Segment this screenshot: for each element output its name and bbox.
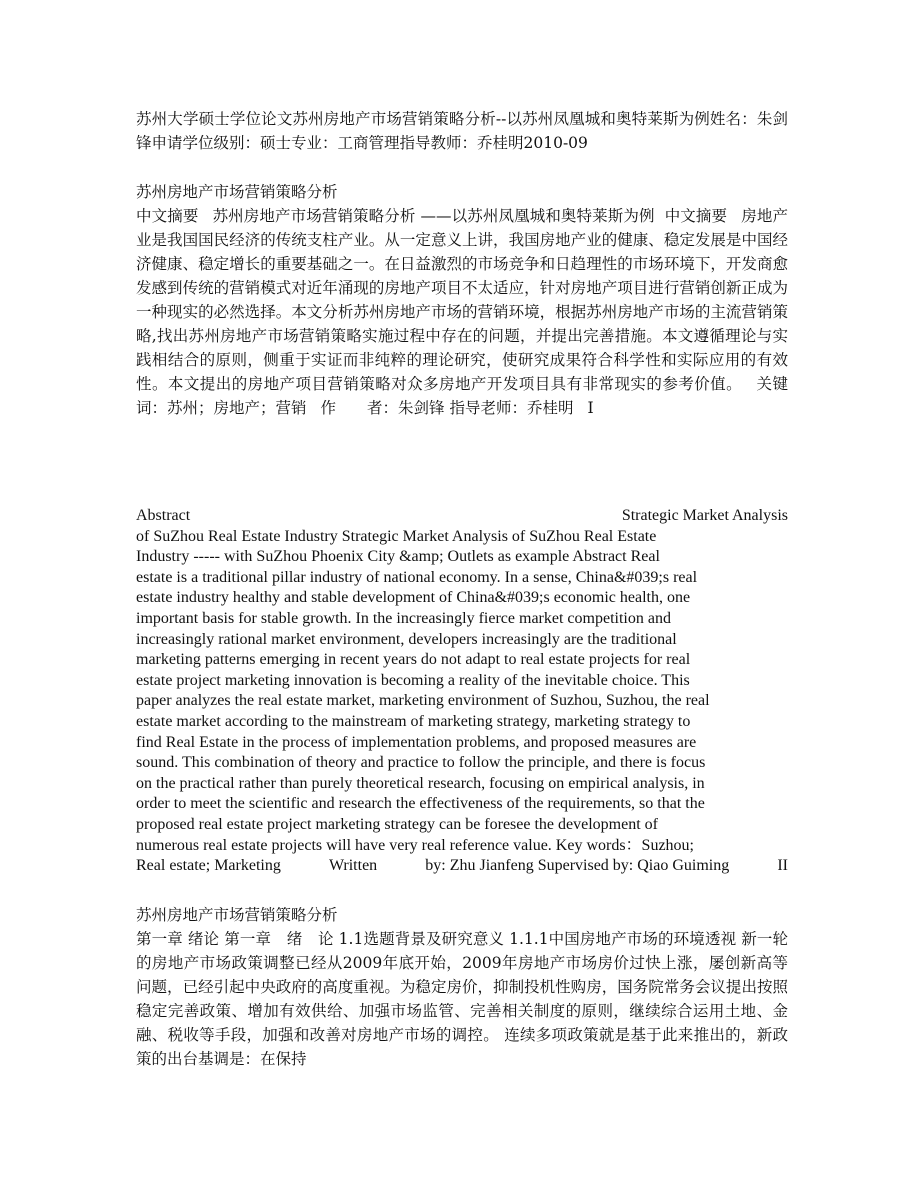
english-line: estate project marketing innovation is becoming a reality of the inevitable choice. This [136,671,690,689]
english-byline: by: Zhu Jianfeng Supervised by: Qiao Guiming [425,857,730,875]
english-line: sound. This combination of theory and practice to follow the principle, and there is focus [136,754,706,772]
english-line: increasingly rational market environment, developers increasingly are the traditional [136,630,677,648]
english-line: numerous real estate projects will have very real reference value. Key words：Suzhou; [136,836,694,854]
english-line: estate market according to the mainstream of marketing strategy, marketing strategy to [136,712,691,730]
english-line: paper analyzes the real estate market, marketing environment of Suzhou, Suzhou, the real [136,692,710,710]
english-line: Industry ----- with SuZhou Phoenix City &amp; Outlets as example Abstract Real [136,548,660,566]
abstract-body-text: 房地产业是我国国民经济的传统支柱产业。从一定意义上讲，我国房地产业的健康、稳定发展是中国经济健康、稳定增长的重要基础之一。在日益激烈的市场竞争和日趋理性的市场环境下，开发商愈发感到传统的营销模式对近年涌现的房地产项目不太适应，针对房地产项目进行营销创新正成为一种现实的必然选择。本文分析苏州房地产市场的营销环境，根据苏州房地产市场的主流营销策略,找出苏州房地产市场营销策略实施过程中存在的问题，并提出完善措施。本文遵循理论与实践相结合的原则，侧重于实证而非纯粹的理论研究，使研究成果符合科学性和实际应用的有效性。本文提出的房地产项目营销策略对众多房地产开发项目具有非常现实的参考价值。 [136,207,788,393]
english-abstract-header-row [136,506,788,527]
english-line: estate industry healthy and stable development of China&#039;s economic health, one [136,589,691,607]
english-abstract-label: Abstract [136,507,191,524]
abstract-title: 苏州房地产市场营销策略分析 ——以苏州凤凰城和奥特莱斯为例 [212,207,655,225]
chinese-abstract-section [136,180,788,420]
chapter-body: 第一章 绪论 第一章 绪 论 1.1选题背景及研究意义 1.1.1中国房地产市场的环境透视 新一轮的房地产市场政策调整已经从2009年底开始，2009年房地产市场房价过快上涨，屡创新高等问题，已经引起中央政府的高度重视。为稳定房价，抑制投机性购房，国务院常务会议提出按照稳定完善政策、增加有效供给、加强市场监管、完善相关制度的原则，继续综合运用土地、金融、税收等手段，加强和改善对房地产市场的调控。 连续多项政策就是基于此来推出的，新政策的出台基调是：在保持 [136,930,788,1068]
english-line: of SuZhou Real Estate Industry Strategic Market Analysis of SuZhou Real Estate [136,527,657,545]
chapter-section [136,903,788,1071]
english-abstract-title: Strategic Market Analysis [621,507,788,524]
abstract-label: 中文摘要 [136,207,199,225]
english-line: marketing patterns emerging in recent years do not adapt to real estate projects for real [136,651,691,669]
english-abstract-section [136,506,788,877]
abstract-label-2: 中文摘要 [664,207,728,225]
english-line: estate is a traditional pillar industry of national economy. In a sense, China&#039;s real [136,568,698,586]
english-line: proposed real estate project marketing strategy can be foresee the development of [136,815,658,833]
page-number-i: I [587,399,594,417]
author: 作 者：朱剑锋 [320,399,445,417]
english-line: important basis for stable growth. In the increasingly fierce market competition and [136,609,671,627]
english-written: Written [328,857,378,875]
advisor: 指导老师：乔桂明 [449,399,574,417]
chinese-abstract-body [136,204,788,420]
english-line: on the practical rather than purely theoretical research, focusing on empirical analysis, in [136,774,705,792]
thesis-title-line: 苏州大学硕士学位论文苏州房地产市场营销策略分析--以苏州凤凰城和奥特莱斯为例姓名：朱剑锋申请学位级别：硕士专业：工商管理指导教师：乔桂明2010-09 [136,110,788,152]
page-number-ii: II [777,857,788,875]
english-line: order to meet the scientific and research the effectiveness of the requirements, so that the [136,795,705,813]
english-last-line [136,856,788,877]
chinese-abstract-heading: 苏州房地产市场营销策略分析 [136,183,338,201]
english-keywords-tail: Real estate; Marketing [136,857,281,875]
keywords: 关键词：苏州；房地产；营销 [136,375,788,417]
chapter-heading: 苏州房地产市场营销策略分析 [136,906,338,924]
english-line: find Real Estate in the process of implementation problems, and proposed measures are [136,733,697,751]
